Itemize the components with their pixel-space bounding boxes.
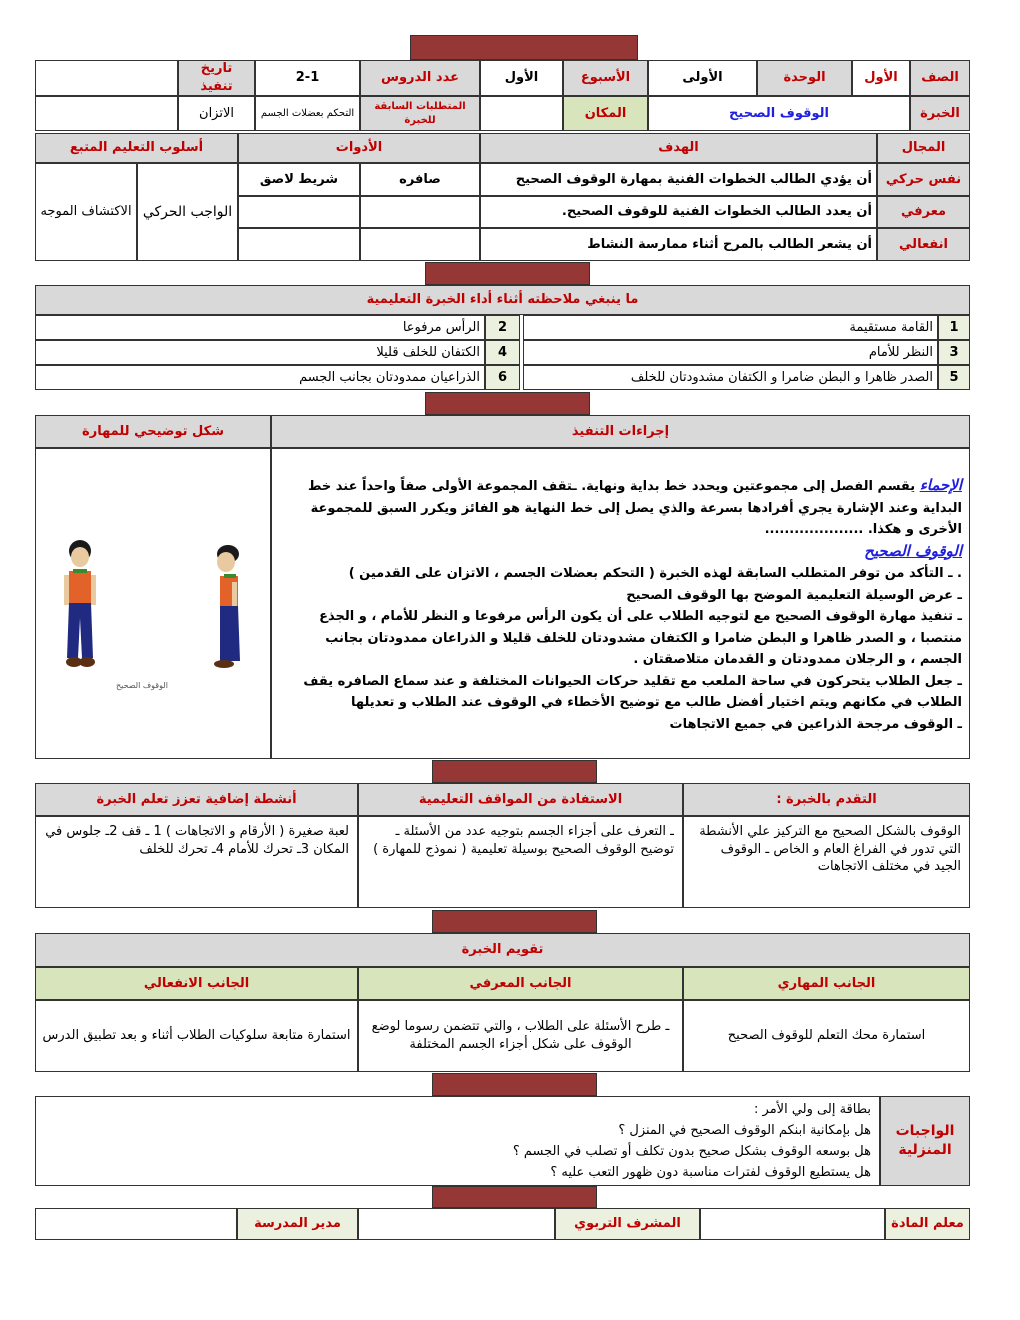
observe-title: ما ينبغي ملاحظته أثناء أداء الخبرة التعليمية [35, 285, 970, 315]
procedures-title: إجراءات التنفيذ [271, 415, 970, 448]
homework-line: هل يستطيع الوقوف لفترات مناسبة دون ظهور التعب عليه ؟ [550, 1165, 871, 1180]
cog-eval-text: ـ طرح الأسئلة على الطلاب ، والتي تتضمن رسوما لوضع الوقوف على شكل أجزاء الجسم المختلفة [358, 1000, 683, 1072]
section-divider [432, 1073, 597, 1096]
unit-value: الأولى [648, 60, 757, 96]
grade-value: الأول [852, 60, 910, 96]
tool-2: شريط لاصق [238, 163, 360, 196]
domain-psychomotor: نفس حركي [877, 163, 970, 196]
place-value[interactable] [480, 96, 563, 131]
principal-label: مدير المدرسة [237, 1208, 358, 1240]
goal-cognitive: أن يعدد الطالب الخطوات الفنية للوقوف الصحيح. [480, 196, 877, 228]
observe-item: الصدر ظاهرا و البطن ضامرا و الكتفان مشدودتان للخلف [523, 365, 938, 390]
homework-line: هل بإمكانية ابنكم الوقوف الصحيح في المنزل ؟ [618, 1123, 871, 1138]
method-1: الواجب الحركي [137, 163, 238, 261]
lessons-label: عدد الدروس [360, 60, 480, 96]
item-number: 5 [938, 365, 970, 390]
grade-label: الصف [910, 60, 970, 96]
aff-eval-text: استمارة متابعة سلوكيات الطلاب أثناء و بعد تطبيق الدرس [35, 1000, 358, 1072]
experience-value: الوقوف الصحيح [648, 96, 910, 131]
skill-label: الوقوف الصحيح [864, 541, 962, 560]
section-divider [410, 35, 638, 60]
observe-item: الكتفان للخلف قليلا [35, 340, 485, 365]
observe-item: النظر للأمام [523, 340, 938, 365]
supervisor-signature[interactable] [358, 1208, 555, 1240]
advance-label: التقدم بالخبرة : [683, 783, 970, 816]
step: ـ الوقوف مرجحة الذراعين في جميع الاتجاهات [669, 716, 962, 732]
domain-affective: انفعالي [877, 228, 970, 261]
place-label: المكان [563, 96, 648, 131]
prereq-label: المتطلبات السابقة للخبرة [360, 96, 480, 131]
tool-cell [238, 196, 360, 228]
experience-label: الخبرة [910, 96, 970, 131]
section-divider [432, 910, 597, 933]
goal-affective: أن يشعر الطالب بالمرح أثناء ممارسة النشاط [480, 228, 877, 261]
standing-boys-illustration [56, 539, 256, 719]
skill-eval-label: الجانب المهاري [683, 967, 970, 1000]
date-label: تاريخ تنفيذ [178, 60, 255, 96]
extra-text: لعبة صغيرة ( الأرقام و الاتجاهات ) 1 ـ قف 2ـ جلوس في المكان 3ـ تحرك للأمام 4ـ تحرك للخلف [35, 816, 358, 908]
observe-item: الذراعيان ممدودتان بجانب الجسم [35, 365, 485, 390]
advance-text: الوقوف بالشكل الصحيح مع التركيز علي الأنشطة التي تدور في الفراغ العام و الخاص ـ الوقوف الجيد في مختلف الاتجاهات [683, 816, 970, 908]
benefit-label: الاستفادة من المواقف التعليمية [358, 783, 683, 816]
prereq-1: التحكم بعضلات الجسم [255, 96, 360, 131]
homework-line: هل بوسعه الوقوف بشكل صحيح بدون تكلف أو تصلب في الجسم ؟ [512, 1144, 871, 1159]
step: ـ تنفيذ مهارة الوقوف الصحيح مع لتوجيه الطلاب على أن يكون الرأس مرفوعا و النظر للأمام ، و الجذع منتصبا ، و الصدر ظاهرا و البطن ضامرا و الكتفان مشدودتان للخلف قليلا و الذراعان ممدودتان بجانب الجسم ، و الرجلان ممدودتان و القدمان متلاصقتان . [319, 609, 962, 667]
week-label: الأسبوع [563, 60, 648, 96]
domain-header: المجال [877, 133, 970, 163]
unit-label: الوحدة [757, 60, 852, 96]
figure-title: شكل توضيحي للمهارة [35, 415, 271, 448]
observe-item: الرأس مرفوعا [35, 315, 485, 340]
step: . ـ التأكد من توفر المتطلب السابقة لهذه الخبرة ( التحكم بعضلات الجسم ، الاتزان على القدمين ) [348, 566, 962, 581]
warmup-label: الإحماء [919, 476, 962, 494]
teacher-label: معلم المادة [885, 1208, 970, 1240]
cog-eval-label: الجانب المعرفي [358, 967, 683, 1000]
homework-content [35, 1096, 880, 1186]
prereq-2: الاتزان [178, 96, 255, 131]
aff-eval-label: الجانب الانفعالي [35, 967, 358, 1000]
domain-cognitive: معرفي [877, 196, 970, 228]
step: ـ جعل الطلاب يتحركون في ساحة الملعب مع تقليد حركات الحيوانات المختلفة و عند سماع الصافره يقف الطلاب في مكانهم ويتم اختيار أفضل طالب مع توضيح الأخطاء في الوقوف عند الطلاب و تعديلها [303, 673, 962, 710]
item-number: 1 [938, 315, 970, 340]
boy-front [64, 540, 96, 667]
supervisor-label: المشرف التربوي [555, 1208, 700, 1240]
extra-label: أنشطة إضافية تعزز تعلم الخبرة [35, 783, 358, 816]
tool-1: صافره [360, 163, 480, 196]
tool-cell [360, 196, 480, 228]
homework-label: الواجبات المنزلية [880, 1096, 970, 1186]
goal-header: الهدف [480, 133, 877, 163]
tool-cell [360, 228, 480, 261]
item-number: 2 [485, 315, 520, 340]
method-header: أسلوب التعليم المتبع [35, 133, 238, 163]
empty-cell [35, 96, 178, 131]
figure-caption: الوقوف الصحيح [116, 681, 168, 690]
item-number: 4 [485, 340, 520, 365]
homework-line: بطاقة إلى ولي الأمر : [754, 1102, 871, 1117]
method-2: الاكتشاف الموجه [35, 163, 137, 261]
date-value[interactable] [35, 60, 178, 96]
tools-header: الأدوات [238, 133, 480, 163]
teacher-signature[interactable] [700, 1208, 885, 1240]
step: ـ عرض الوسيلة التعليمية الموضح بها الوقوف الصحيح [626, 587, 962, 603]
section-divider [425, 262, 590, 285]
goal-psychomotor: أن يؤدي الطالب الخطوات الفنية بمهارة الوقوف الصحيح [480, 163, 877, 196]
figure-cell [35, 448, 271, 759]
tool-cell [238, 228, 360, 261]
section-divider [432, 760, 597, 783]
evaluation-title: تقويم الخبرة [35, 933, 970, 967]
section-divider [425, 392, 590, 415]
principal-signature[interactable] [35, 1208, 237, 1240]
warmup-text: يقسم الفصل إلى مجموعتين ويحدد خط بداية ونهاية. ـتقف المجموعة الأولى صفاً واحداً عند خط البداية وعند الإشارة يجري أفرادها بسرعة والذي يصل إلى خط النهاية هو الفائز ويكرر السبق للمجموعة الأخرى و هكذا. .................... [307, 479, 962, 537]
lessons-value: 2-1 [255, 60, 360, 96]
item-number: 3 [938, 340, 970, 365]
procedures-text [282, 475, 962, 735]
section-divider [432, 1186, 597, 1208]
observe-item: القامة مستقيمة [523, 315, 938, 340]
boy-side [214, 545, 240, 668]
item-number: 6 [485, 365, 520, 390]
week-value: الأول [480, 60, 563, 96]
benefit-text: ـ التعرف على أجزاء الجسم بتوجيه عدد من الأسئلة ـ توضيح الوقوف الصحيح بوسيلة تعليمية ( نموذج للمهارة ) [358, 816, 683, 908]
skill-eval-text: استمارة محك التعلم للوقوف الصحيح [683, 1000, 970, 1072]
